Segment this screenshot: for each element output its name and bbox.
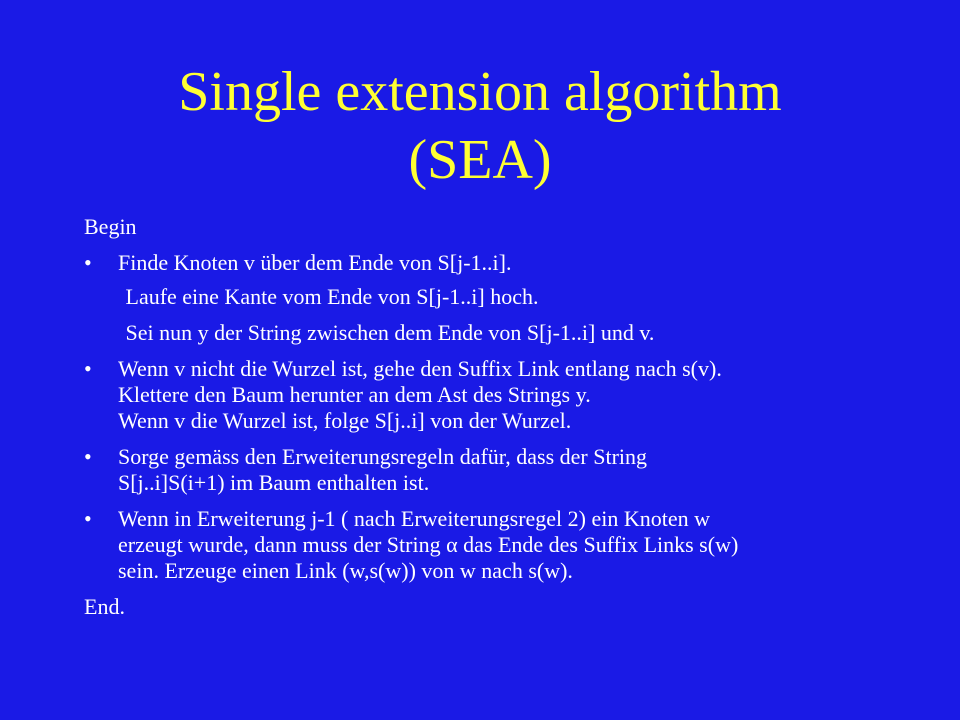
indent-line-1: Laufe eine Kante vom Ende von S[j-1..i] hoch. xyxy=(120,284,539,309)
bullet-item-4 xyxy=(84,506,904,584)
bullet-dot: • xyxy=(84,250,92,275)
bullet-4-line-2: erzeugt wurde, dann muss der String α das Ende des Suffix Links s(w) xyxy=(118,532,739,557)
bullet-item-1 xyxy=(84,250,904,276)
bullet-1-text: Finde Knoten v über dem Ende von S[j-1..i]. xyxy=(118,250,512,275)
bullet-dot: • xyxy=(84,444,92,469)
slide-title-text: Single extension algorithm (SEA) xyxy=(178,61,782,191)
bullet-item-3 xyxy=(84,444,904,496)
bullet-dot: • xyxy=(84,506,92,531)
indent-line-2: Sei nun y der String zwischen dem Ende von S[j-1..i] und v. xyxy=(120,320,655,345)
bullet-2-line-3: Wenn v die Wurzel ist, folge S[j..i] von der Wurzel. xyxy=(118,408,572,433)
end-label: End. xyxy=(84,594,125,619)
slide-title xyxy=(0,58,960,194)
bullet-4-line-3: sein. Erzeuge einen Link (w,s(w)) von w nach s(w). xyxy=(118,558,573,583)
bullet-4-line-1: Wenn in Erweiterung j-1 ( nach Erweiterungsregel 2) ein Knoten w xyxy=(118,506,711,531)
begin-label: Begin xyxy=(84,214,137,239)
slide-content xyxy=(84,214,904,620)
bullet-2-line-1: Wenn v nicht die Wurzel ist, gehe den Suffix Link entlang nach s(v). xyxy=(118,356,722,381)
bullet-dot: • xyxy=(84,356,92,381)
bullet-3-line-1: Sorge gemäss den Erweiterungsregeln dafür, dass der String xyxy=(118,444,648,469)
bullet-item-2 xyxy=(84,356,904,434)
bullet-2-line-2: Klettere den Baum herunter an dem Ast des Strings y. xyxy=(118,382,591,407)
bullet-3-line-2: S[j..i]S(i+1) im Baum enthalten ist. xyxy=(118,470,430,495)
